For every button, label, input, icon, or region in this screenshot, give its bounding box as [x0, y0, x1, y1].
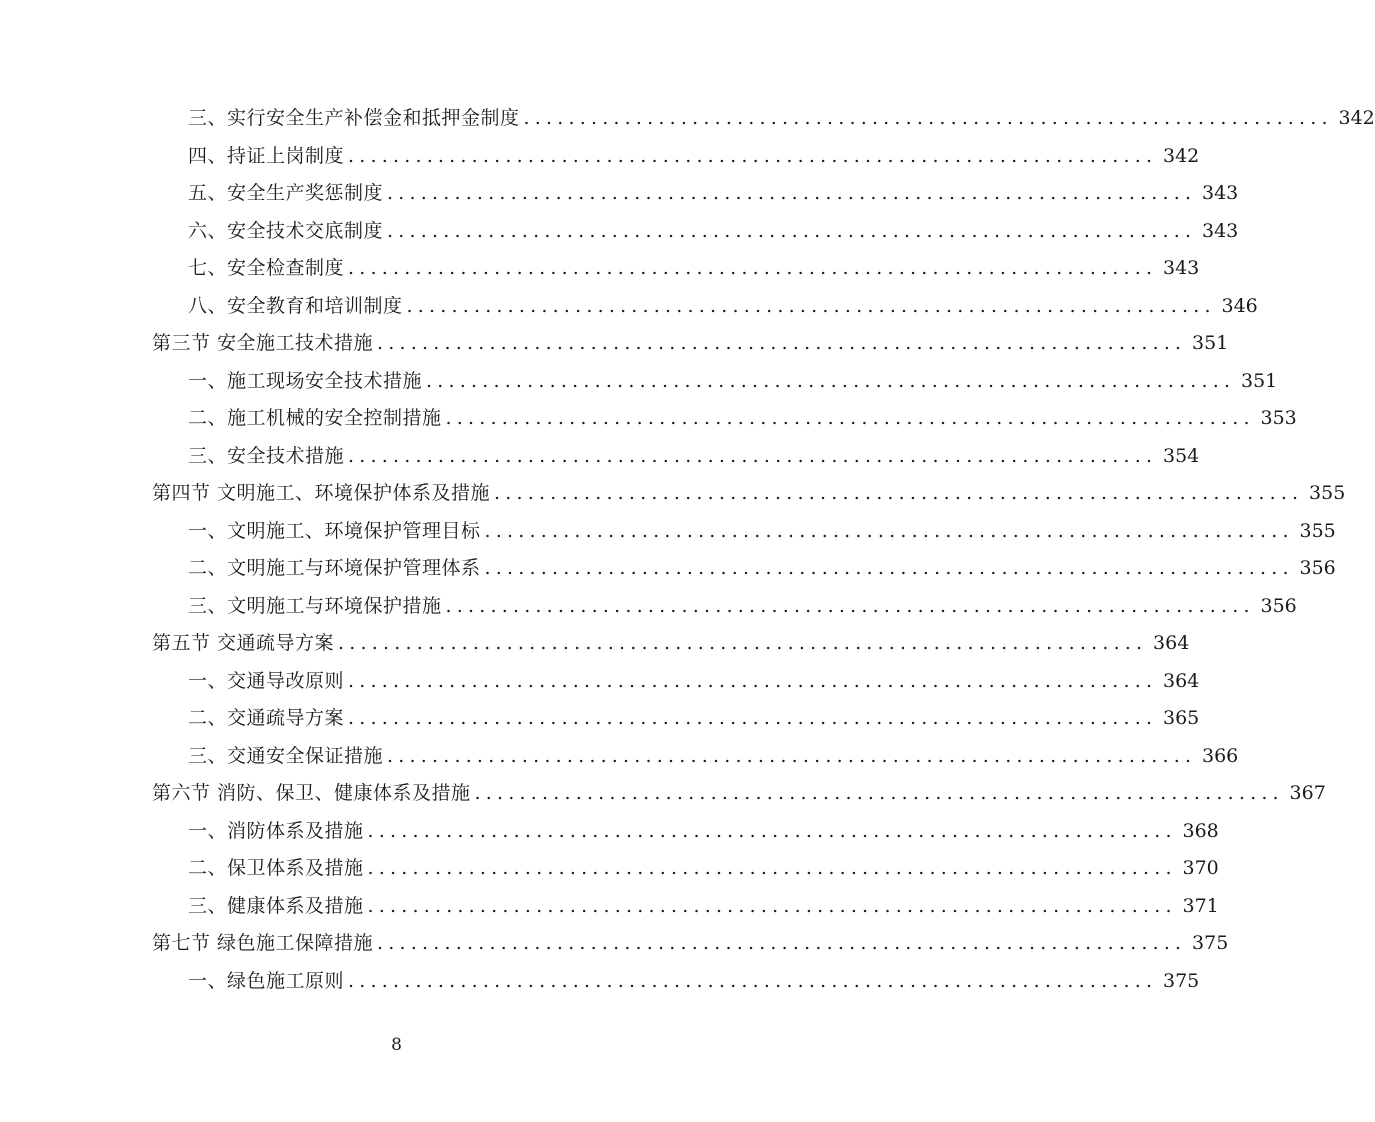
toc-entry-title: 一、施工现场安全技术措施: [188, 369, 423, 392]
toc-leader-dots: ........................................................................: [348, 707, 1158, 730]
toc-entry[interactable]: [0, 888, 1219, 926]
toc-entry-title: 第四节 文明施工、环境保护体系及措施: [152, 482, 491, 505]
toc-entry-title: 七、安全检查制度: [188, 257, 345, 280]
toc-entry[interactable]: [0, 588, 1297, 626]
toc-entry-title: 二、交通疏导方案: [188, 707, 345, 730]
toc-entry-page: 343: [1202, 219, 1239, 242]
toc-entry-page: 355: [1299, 519, 1336, 542]
toc-leader-dots: ........................................................................: [387, 744, 1197, 767]
toc-entry-page: 370: [1182, 857, 1219, 880]
toc-entry-title: 三、安全技术措施: [188, 444, 345, 467]
toc-entry-page: 368: [1182, 819, 1219, 842]
toc-entry-page: 342: [1338, 107, 1375, 130]
toc-entry[interactable]: [0, 700, 1200, 738]
toc-leader-dots: ........................................................................: [367, 857, 1177, 880]
toc-leader-dots: ........................................................................: [523, 107, 1333, 130]
toc-entry-page: 356: [1299, 557, 1336, 580]
toc-entry-title: 第七节 绿色施工保障措施: [152, 932, 374, 955]
toc-entry[interactable]: [0, 663, 1200, 701]
toc-entry-page: 354: [1163, 444, 1200, 467]
toc-entry[interactable]: [0, 138, 1200, 176]
toc-leader-dots: ........................................................................: [348, 969, 1158, 992]
toc-entry-title: 一、消防体系及措施: [188, 819, 364, 842]
toc-entry-title: 第三节 安全施工技术措施: [152, 332, 374, 355]
toc-entry-title: 三、健康体系及措施: [188, 894, 364, 917]
toc-entry-page: 346: [1221, 294, 1258, 317]
toc-entry-title: 第六节 消防、保卫、健康体系及措施: [152, 782, 471, 805]
toc-section-entry[interactable]: [0, 325, 1229, 363]
toc-entry-title: 一、文明施工、环境保护管理目标: [188, 519, 481, 542]
toc-entry[interactable]: [0, 738, 1239, 776]
toc-section-entry[interactable]: [0, 625, 1190, 663]
toc-entry-title: 六、安全技术交底制度: [188, 219, 384, 242]
toc-leader-dots: ........................................................................: [348, 444, 1158, 467]
toc-entry-title: 四、持证上岗制度: [188, 144, 345, 167]
toc-leader-dots: ........................................................................: [426, 369, 1236, 392]
toc-entry-title: 第五节 交通疏导方案: [152, 632, 335, 655]
toc-entry[interactable]: [0, 813, 1219, 851]
toc-entry-title: 三、交通安全保证措施: [188, 744, 384, 767]
toc-entry[interactable]: [0, 100, 1375, 138]
toc-entry-page: 367: [1289, 782, 1326, 805]
toc-entry[interactable]: [0, 963, 1200, 1001]
toc-leader-dots: ........................................................................: [484, 557, 1294, 580]
toc-leader-dots: ........................................................................: [406, 294, 1216, 317]
toc-leader-dots: ........................................................................: [367, 894, 1177, 917]
toc-section-entry[interactable]: [0, 925, 1229, 963]
toc-entry[interactable]: [0, 213, 1239, 251]
toc-entry[interactable]: [0, 250, 1200, 288]
toc-leader-dots: ........................................................................: [494, 482, 1304, 505]
toc-leader-dots: ........................................................................: [445, 407, 1255, 430]
toc-entry-page: 365: [1163, 707, 1200, 730]
toc-entry-page: 371: [1182, 894, 1219, 917]
toc-entry-page: 343: [1202, 182, 1239, 205]
toc-leader-dots: ........................................................................: [387, 182, 1197, 205]
toc-leader-dots: ........................................................................: [474, 782, 1284, 805]
toc-entry[interactable]: [0, 438, 1200, 476]
toc-entry[interactable]: [0, 850, 1219, 888]
toc-entry-page: 351: [1241, 369, 1278, 392]
toc-entry-title: 二、保卫体系及措施: [188, 857, 364, 880]
table-of-contents: [0, 100, 1375, 1000]
toc-entry-page: 366: [1202, 744, 1239, 767]
toc-entry-page: 342: [1163, 144, 1200, 167]
toc-section-entry[interactable]: [0, 475, 1346, 513]
toc-entry-page: 375: [1163, 969, 1200, 992]
toc-leader-dots: ........................................................................: [445, 594, 1255, 617]
toc-entry[interactable]: [0, 400, 1297, 438]
toc-entry-page: 353: [1260, 407, 1297, 430]
toc-leader-dots: ........................................................................: [387, 219, 1197, 242]
toc-section-entry[interactable]: [0, 775, 1326, 813]
toc-entry-page: 355: [1309, 482, 1346, 505]
toc-leader-dots: ........................................................................: [367, 819, 1177, 842]
toc-leader-dots: ........................................................................: [484, 519, 1294, 542]
toc-entry-title: 三、实行安全生产补偿金和抵押金制度: [188, 107, 520, 130]
toc-entry-page: 351: [1192, 332, 1229, 355]
toc-entry[interactable]: [0, 363, 1278, 401]
page-number: 8: [391, 1035, 402, 1055]
toc-leader-dots: ........................................................................: [348, 669, 1158, 692]
toc-leader-dots: ........................................................................: [348, 257, 1158, 280]
toc-entry-page: 375: [1192, 932, 1229, 955]
toc-entry[interactable]: [0, 513, 1336, 551]
toc-entry-page: 356: [1260, 594, 1297, 617]
toc-entry[interactable]: [0, 550, 1336, 588]
toc-entry-page: 343: [1163, 257, 1200, 280]
toc-leader-dots: ........................................................................: [377, 932, 1187, 955]
toc-entry[interactable]: [0, 175, 1239, 213]
toc-entry-title: 五、安全生产奖惩制度: [188, 182, 384, 205]
toc-leader-dots: ........................................................................: [348, 144, 1158, 167]
toc-entry-title: 二、施工机械的安全控制措施: [188, 407, 442, 430]
toc-entry-title: 一、交通导改原则: [188, 669, 345, 692]
toc-entry-page: 364: [1163, 669, 1200, 692]
toc-leader-dots: ........................................................................: [338, 632, 1148, 655]
toc-entry[interactable]: [0, 288, 1258, 326]
toc-leader-dots: ........................................................................: [377, 332, 1187, 355]
toc-entry-title: 八、安全教育和培训制度: [188, 294, 403, 317]
toc-entry-page: 364: [1153, 632, 1190, 655]
toc-entry-title: 三、文明施工与环境保护措施: [188, 594, 442, 617]
toc-entry-title: 二、文明施工与环境保护管理体系: [188, 557, 481, 580]
toc-entry-title: 一、绿色施工原则: [188, 969, 345, 992]
